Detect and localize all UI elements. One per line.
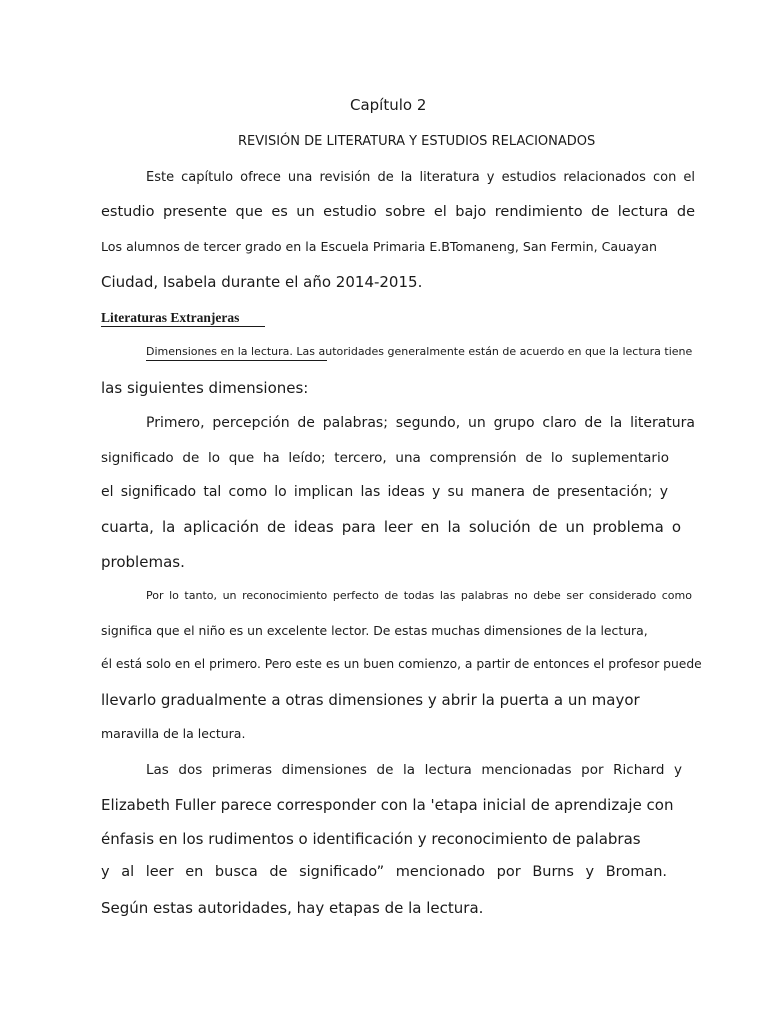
intro-line-3: Los alumnos de tercer grado en la Escuela Primaria E.BTomaneng, San Fermin, Cauayan	[101, 239, 657, 254]
por-lo-tanto-line-2: significa que el niño es un excelente lector. De estas muchas dimensiones de la lectura,	[101, 623, 648, 638]
por-lo-tanto-line-4: llevarlo gradualmente a otras dimensiones y abrir la puerta a un mayor	[101, 691, 640, 709]
primero-line-2: significado de lo que ha leído; tercero, una comprensión de lo suplementario	[101, 450, 669, 466]
las-dos-line-3: énfasis en los rudimentos o identificación y reconocimiento de palabras	[101, 830, 641, 848]
dimensions-continuation: las siguientes dimensiones:	[101, 379, 309, 397]
intro-line-2: estudio presente que es un estudio sobre el bajo rendimiento de lectura de	[101, 204, 695, 220]
por-lo-tanto-line-5: maravilla de la lectura.	[101, 726, 246, 741]
primero-line-4: cuarta, la aplicación de ideas para leer en la solución de un problema o	[101, 518, 681, 536]
las-dos-line-2: Elizabeth Fuller parece corresponder con la 'etapa inicial de aprendizaje con	[101, 796, 674, 814]
las-dos-line-1: Las dos primeras dimensiones de la lectura mencionadas por Richard y	[146, 762, 682, 778]
intro-line-4: Ciudad, Isabela durante el año 2014-2015.	[101, 273, 423, 291]
chapter-title: Capítulo 2	[350, 96, 427, 114]
por-lo-tanto-line-3: él está solo en el primero. Pero este es un buen comienzo, a partir de entonces el profesor puede	[101, 657, 702, 671]
las-dos-line-5: Según estas autoridades, hay etapas de la lectura.	[101, 899, 484, 917]
por-lo-tanto-line-1: Por lo tanto, un reconocimiento perfecto de todas las palabras no debe ser considerado como	[146, 589, 692, 602]
section-title: REVISIÓN DE LITERATURA Y ESTUDIOS RELACIONADOS	[238, 134, 596, 149]
intro-line-1: Este capítulo ofrece una revisión de la literatura y estudios relacionados con el	[146, 170, 695, 185]
primero-line-3: el significado tal como lo implican las ideas y su manera de presentación; y	[101, 484, 668, 500]
primero-line-1: Primero, percepción de palabras; segundo, un grupo claro de la literatura	[146, 415, 695, 431]
primero-line-5: problemas.	[101, 553, 185, 571]
las-dos-line-4: y al leer en busca de significado” mencionado por Burns y Broman.	[101, 864, 667, 880]
heading-foreign-literature: Literaturas Extranjeras	[101, 309, 265, 327]
dimensions-line: Dimensiones en la lectura. Las autoridades generalmente están de acuerdo en que la lectura tiene	[146, 345, 693, 358]
dimensions-underline	[146, 360, 327, 361]
